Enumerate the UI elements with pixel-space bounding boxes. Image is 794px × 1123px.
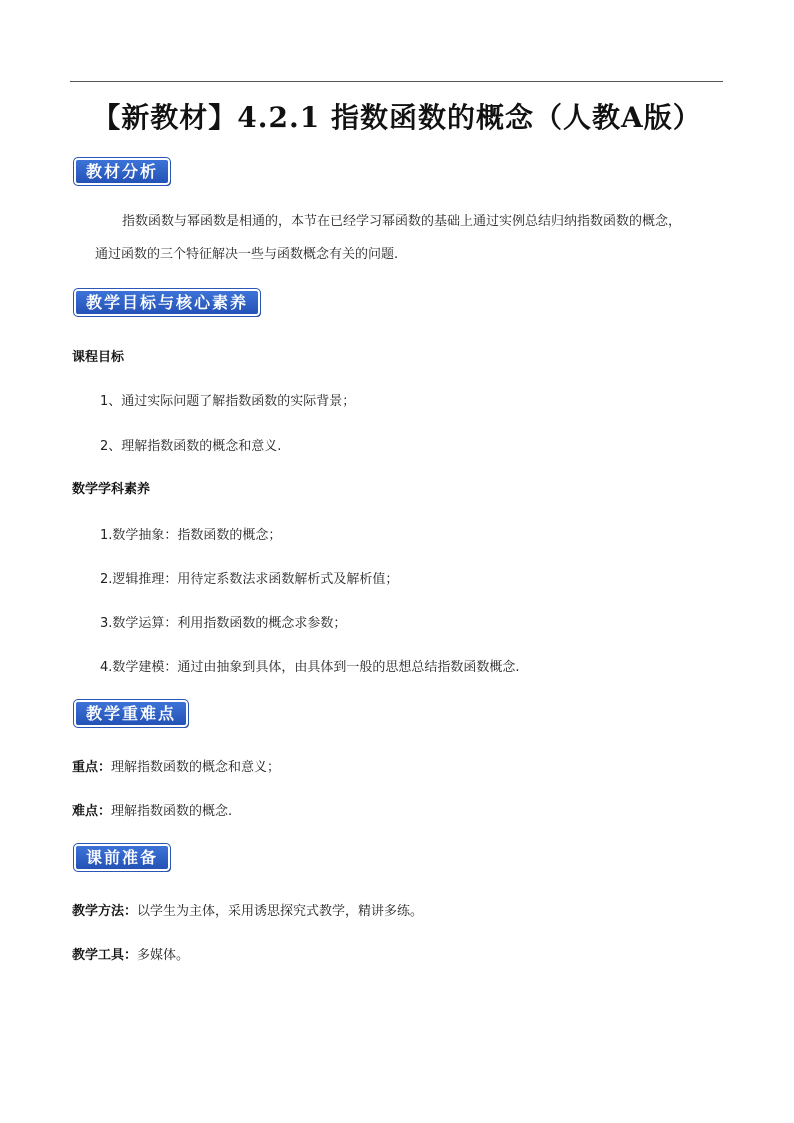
literacy-item: 1.数学抽象：指数函数的概念； [100, 528, 282, 543]
section-heading-goals: 教学目标与核心素养 [74, 289, 260, 316]
course-goal-item: 2、理解指数函数的概念和意义. [100, 439, 282, 454]
focus-row [72, 756, 280, 775]
literacy-item: 3.数学运算：利用指数函数的概念求参数； [100, 616, 347, 631]
tools-row [72, 944, 189, 963]
tools-label: 教学工具： [72, 948, 138, 963]
literacy-title: 数学学科素养 [72, 482, 151, 497]
difficulty-row [72, 800, 232, 819]
focus-label: 重点： [72, 760, 112, 775]
page-title: 【新教材】4.2.1 指数函数的概念（人教A版） [92, 101, 702, 134]
literacy-item: 2.逻辑推理：用待定系数法求函数解析式及解析值； [100, 572, 399, 587]
literacy-item: 4.数学建模：通过由抽象到具体，由具体到一般的思想总结指数函数概念. [100, 660, 520, 675]
course-goal-item: 1、通过实际问题了解指数函数的实际背景； [100, 394, 356, 409]
difficulty-text: 理解指数函数的概念. [111, 804, 233, 819]
tools-text: 多媒体。 [137, 948, 190, 963]
course-goals-title: 课程目标 [72, 350, 125, 365]
difficulty-label: 难点： [72, 804, 112, 819]
analysis-line-2: 通过函数的三个特征解决一些与函数概念有关的问题. [95, 247, 399, 262]
method-label: 教学方法： [72, 904, 138, 919]
section-heading-analysis: 教材分析 [74, 158, 170, 185]
section-heading-keypoints: 教学重难点 [74, 700, 188, 727]
analysis-line-1: 指数函数与幂函数是相通的，本节在已经学习幂函数的基础上通过实例总结归纳指数函数的概念， [122, 214, 682, 229]
section-heading-prep: 课前准备 [74, 844, 170, 871]
method-text: 以学生为主体，采用诱思探究式教学，精讲多练。 [137, 904, 424, 919]
focus-text: 理解指数函数的概念和意义； [111, 760, 281, 775]
header-rule [70, 81, 723, 82]
method-row [72, 900, 423, 919]
